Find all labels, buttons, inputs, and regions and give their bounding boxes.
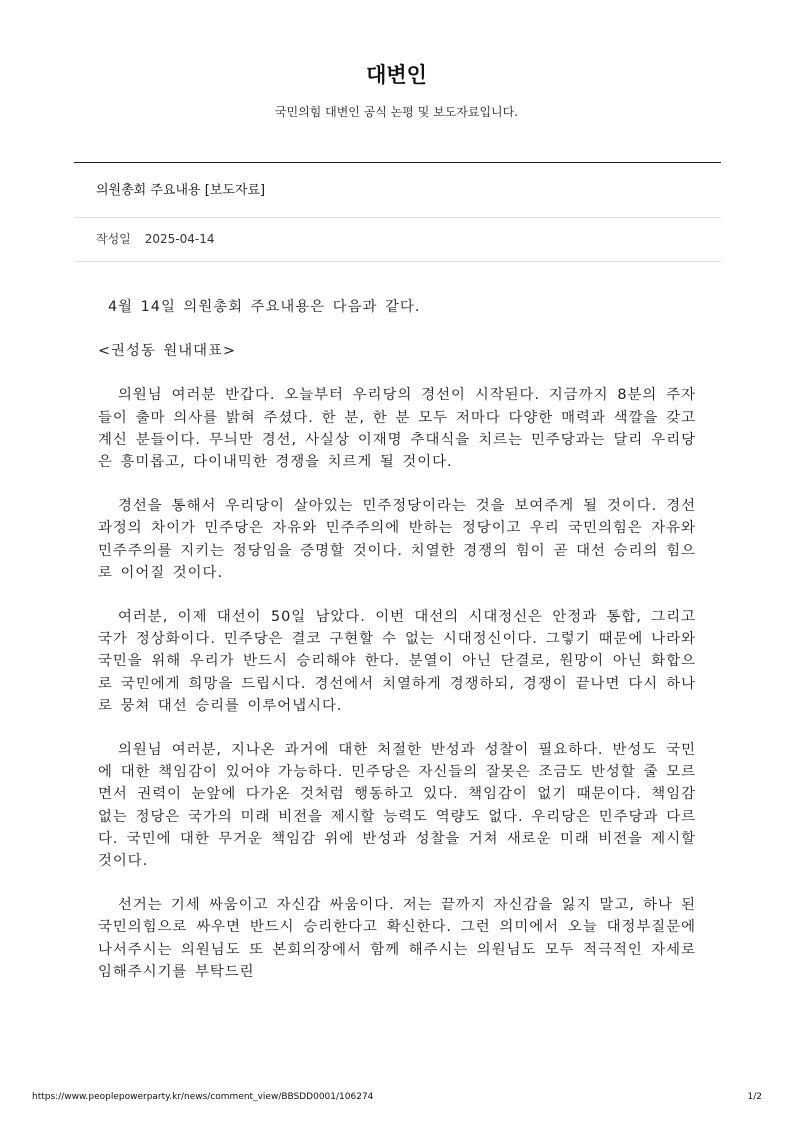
article-meta bbox=[96, 228, 215, 250]
page-number: 1/2 bbox=[747, 1092, 762, 1102]
intro-paragraph: 4월 14일 의원총회 주요내용은 다음과 같다. bbox=[108, 299, 421, 315]
speaker-heading: <권성동 원내대표> bbox=[98, 343, 236, 360]
article-title[interactable]: 의원총회 주요내용 [보도자료] bbox=[96, 183, 266, 198]
title-divider bbox=[74, 217, 721, 218]
page-description: 국민의힘 대변인 공식 논평 및 보도자료입니다. bbox=[274, 105, 519, 119]
body-paragraph: 의원님 여러분 반갑다. 오늘부터 우리당의 경선이 시작된다. 지금까지 8분의 주자들이 출마 의사를 밝혀 주셨다. 한 분, 한 분 모두 저마다 다양한 매력과 색깔을 갖고 계신 분들이다. 무늬만 경선, 사실상 이재명 추대식을 치르는 민주당과는 달리 우리당은 흥미롭고, 다이내믹한 경쟁을 치르게 될 것이다. bbox=[98, 387, 696, 471]
body-paragraph: 선거는 기세 싸움이고 자신감 싸움이다. 저는 끝까지 자신감을 잃지 말고, 하나 된 국민의힘으로 싸우면 반드시 승리한다고 확신한다. 그런 의미에서 오늘 대정부질문에 나서주시는 의원님도 또 본회의장에서 함께 해주시는 의원님도 모두 적극적인 자세로 임해주시기를 부탁드린 bbox=[98, 897, 696, 980]
page-title: 대변인 bbox=[366, 63, 427, 87]
header-divider bbox=[74, 162, 721, 163]
article-body bbox=[98, 296, 696, 1005]
date-label: 작성일 bbox=[96, 232, 131, 246]
article-date: 2025-04-14 bbox=[144, 232, 215, 246]
footer-url: https://www.peoplepowerparty.kr/news/comment_view/BBSDD0001/106274 bbox=[32, 1092, 374, 1102]
body-paragraph: 여러분, 이제 대선이 50일 남았다. 이번 대선의 시대정신은 안정과 통합, 그리고 국가 정상화이다. 민주당은 결코 구현할 수 없는 시대정신이다. 그렇기 때문에 나라와 국민을 위해 우리가 반드시 승리해야 한다. 분열이 아닌 단결로, 원망이 아닌 화합으로 국민에게 희망을 드립시다. 경선에서 치열하게 경쟁하되, 경쟁이 끝나면 다시 하나로 뭉쳐 대선 승리를 이루어냅시다. bbox=[98, 609, 696, 714]
meta-divider bbox=[74, 261, 721, 262]
body-paragraph: 의원님 여러분, 지나온 과거에 대한 처절한 반성과 성찰이 필요하다. 반성도 국민에 대한 책임감이 있어야 가능하다. 민주당은 자신들의 잘못은 조금도 반성할 줄 모르면서 권력이 눈앞에 다가온 것처럼 행동하고 있다. 책임감이 없기 때문이다. 책임감 없는 정당은 국가의 미래 비전을 제시할 능력도 역량도 없다. 우리당은 민주당과 다르다. 국민에 대한 무거운 책임감 위에 반성과 성찰을 거쳐 새로운 미래 비전을 제시할 것이다. bbox=[98, 742, 696, 870]
body-paragraph: 경선을 통해서 우리당이 살아있는 민주정당이라는 것을 보여주게 될 것이다. 경선 과정의 차이가 민주당은 자유와 민주주의에 반하는 정당이고 우리 국민의힘은 자유와 민주주의를 지키는 정당임을 증명할 것이다. 치열한 경쟁의 힘이 곧 대선 승리의 힘으로 이어질 것이다. bbox=[98, 498, 696, 581]
